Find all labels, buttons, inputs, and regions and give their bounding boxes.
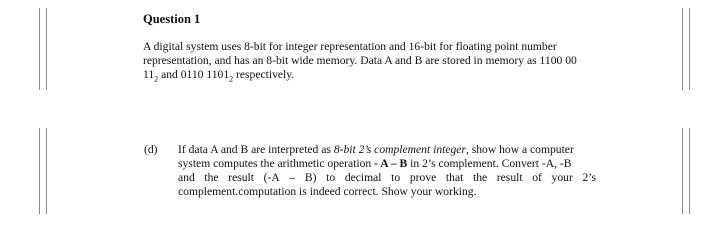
part-d-line-2-b: in 2’s complement. Convert -A, -B	[407, 157, 572, 170]
left-margin-bar-bottom	[39, 128, 47, 214]
left-margin-bar-top	[39, 8, 47, 90]
part-d-line-3-word: your	[551, 171, 573, 184]
part-d-label: (d)	[144, 143, 158, 156]
part-d-line-3-word: to	[326, 171, 336, 184]
part-d-line-3-word: result	[496, 171, 523, 184]
part-d-line-3-word: the	[472, 171, 488, 184]
intro-line-3-part-c: respectively.	[233, 68, 295, 81]
intro-line-3	[143, 68, 598, 82]
right-margin-bar-bottom	[682, 128, 690, 214]
part-d-line-3-word: 2’s	[582, 171, 596, 184]
part-d-bold-operation: - A – B	[374, 157, 408, 170]
intro-line-3-part-a: 11	[143, 68, 155, 81]
base-subscript: 2	[154, 74, 159, 84]
part-d-line-3-word: B)	[304, 171, 317, 184]
part-d-line-1-a: If data A and B are interpreted as	[178, 143, 334, 156]
part-d-line-3	[178, 171, 596, 185]
part-d-line-3-word: (-A	[263, 171, 280, 184]
part-d-line-1-b: , show how a computer	[465, 143, 574, 156]
part-d-line-2-a: system computes the arithmetic operation	[178, 157, 375, 170]
part-d-line-2	[178, 157, 596, 171]
part-d-line-4: complement.computation is indeed correct. Show your working.	[178, 185, 477, 198]
base-subscript: 2	[229, 74, 234, 84]
part-d-line-3-word: that	[445, 171, 464, 184]
part-d-line-3-word: to	[391, 171, 401, 184]
part-d-line-3-word: –	[289, 171, 296, 184]
part-d-text	[178, 143, 596, 199]
question-intro	[143, 40, 598, 82]
part-d-line-3-word: result	[228, 171, 254, 184]
intro-line-3-part-b: and 0110 1101	[158, 68, 230, 81]
part-d-italic-term: 8-bit 2’s complement integer	[333, 143, 466, 156]
part-d-line-3-word: the	[204, 171, 219, 184]
part-d-line-3-word: and	[178, 171, 195, 184]
part-d-line-3-word: decimal	[344, 171, 382, 184]
right-margin-bar-top	[682, 8, 690, 90]
part-d-line-3-word: prove	[409, 171, 437, 184]
intro-line-1: A digital system uses 8-bit for integer representation and 16-bit for floating point number	[143, 40, 557, 53]
intro-line-2: representation, and has an 8-bit wide memory. Data A and B are stored in memory as 1100 00	[143, 54, 577, 67]
part-d-line-1	[178, 143, 596, 157]
part-d-line-3-word: of	[532, 171, 542, 184]
question-title: Question 1	[143, 12, 201, 26]
